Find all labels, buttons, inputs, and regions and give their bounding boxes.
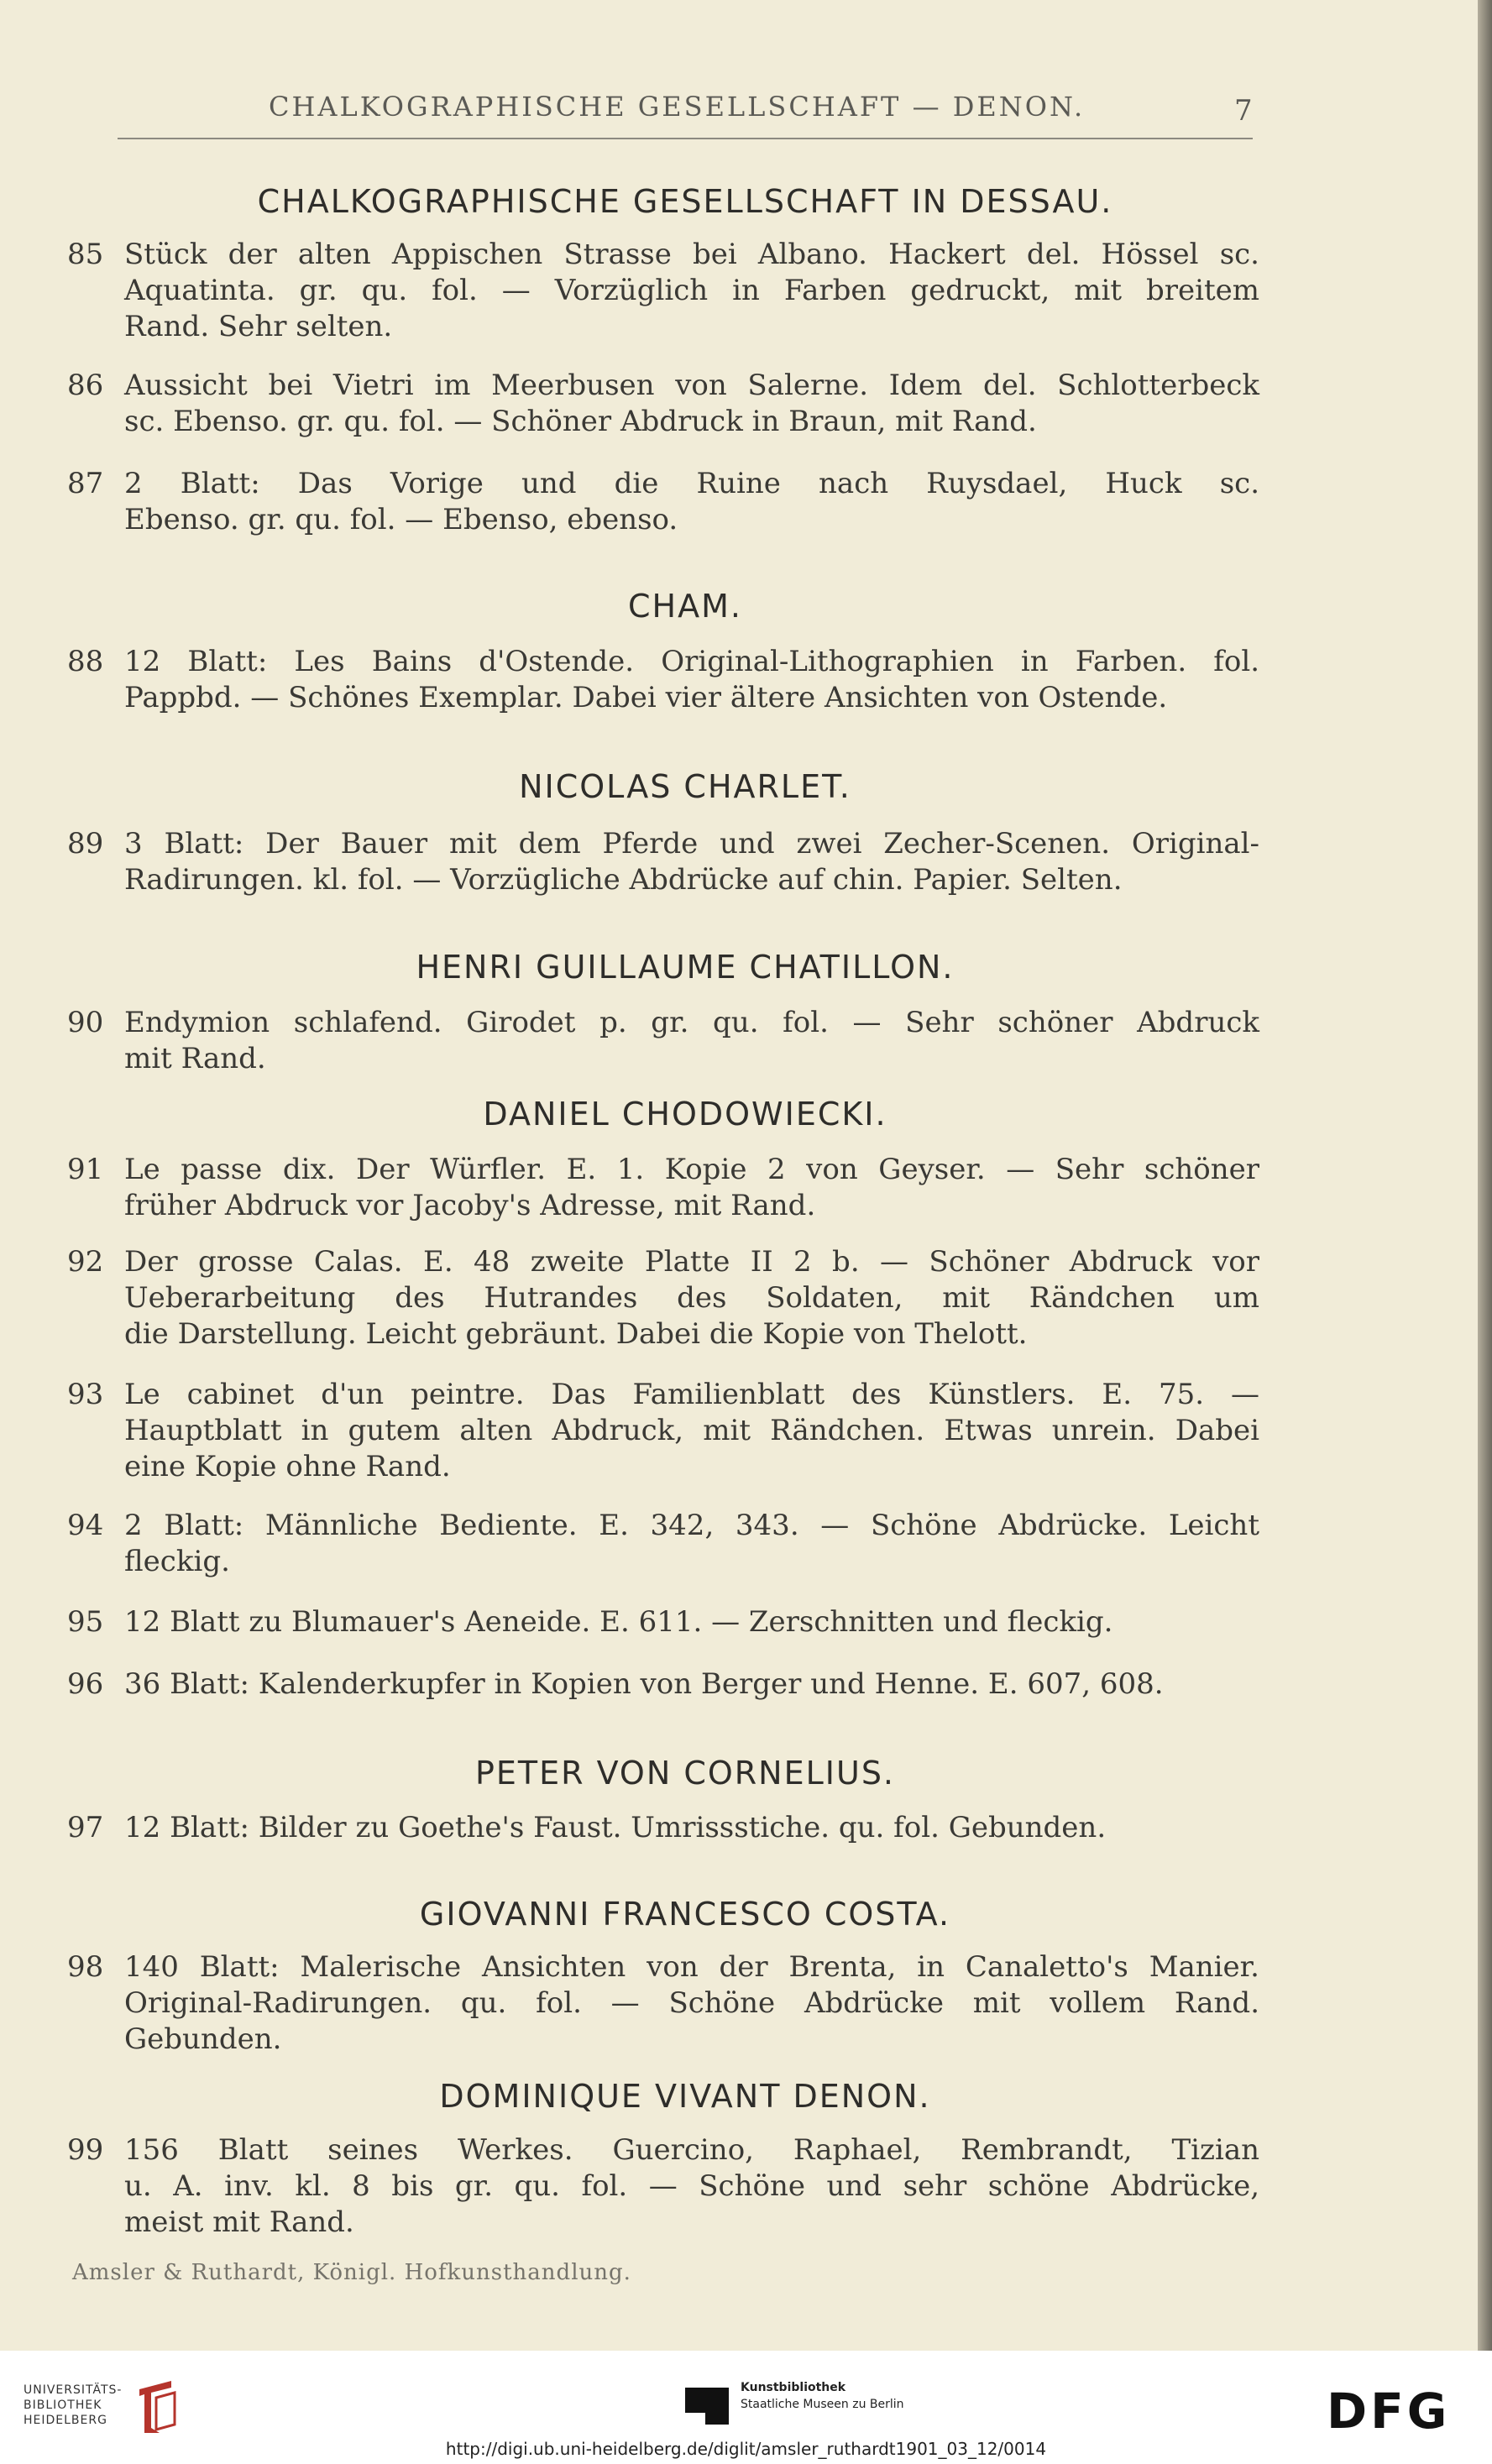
catalog-entry: [67, 1377, 1259, 1485]
museum-title: Kunstbibliothek: [741, 2381, 846, 2394]
entry-number: 92: [67, 1245, 104, 1279]
entry-line: u. A. inv. kl. 8 bis gr. qu. fol. — Schöne und sehr schöne Abdrücke,: [124, 2169, 1259, 2203]
museum-name: [741, 2379, 904, 2413]
entry-line: Aussicht bei Vietri im Meerbusen von Salerne. Idem del. Schlotterbeck: [124, 369, 1259, 402]
entry-line: 12 Blatt: Les Bains d'Ostende. Original-Lithographien in Farben. fol.: [124, 645, 1259, 678]
entry-number: 98: [67, 1950, 104, 1984]
catalog-entry: [67, 1005, 1259, 1077]
running-head: CHALKOGRAPHISCHE GESELLSCHAFT — DENON.: [269, 91, 1086, 123]
entry-number: 91: [67, 1153, 104, 1186]
entry-line: Original-Radirungen. qu. fol. — Schöne Abdrücke mit vollem Rand.: [124, 1986, 1259, 2020]
catalog-entry: [67, 1666, 1259, 1703]
entry-line: 2 Blatt: Das Vorige und die Ruine nach Ruysdael, Huck sc.: [124, 467, 1259, 500]
source-url[interactable]: http://digi.ub.uni-heidelberg.de/diglit/amsler_ruthardt1901_03_12/0014: [445, 2439, 1047, 2459]
entry-number: 90: [67, 1006, 104, 1039]
entry-number: 97: [67, 1811, 104, 1844]
page-number: 7: [1234, 94, 1253, 128]
entry-line: sc. Ebenso. gr. qu. fol. — Schöner Abdruck in Braun, mit Rand.: [124, 405, 1037, 438]
entry-number: 88: [67, 645, 104, 678]
entry-number: 89: [67, 827, 104, 861]
entry-number: 95: [67, 1605, 104, 1639]
university-line: UNIVERSITÄTS-: [24, 2383, 123, 2397]
catalog-entry: [67, 1949, 1259, 2058]
entry-number: 85: [67, 238, 104, 271]
catalog-entry: [67, 237, 1259, 345]
catalog-entry: [67, 2132, 1259, 2241]
publisher-footer: Amsler & Ruthardt, Königl. Hofkunsthandlung.: [72, 2260, 631, 2285]
entry-line: früher Abdruck vor Jacoby's Adresse, mit Rand.: [124, 1189, 816, 1222]
entry-line: Hauptblatt in gutem alten Abdruck, mit Rändchen. Etwas unrein. Dabei: [124, 1414, 1259, 1447]
entry-line: mit Rand.: [124, 1042, 266, 1075]
catalog-entry: [67, 644, 1259, 716]
entry-number: 86: [67, 369, 104, 402]
university-line: BIBLIOTHEK: [24, 2399, 102, 2412]
entry-line: Endymion schlafend. Girodet p. gr. qu. fol. — Sehr schöner Abdruck: [124, 1006, 1259, 1039]
entry-line: 156 Blatt seines Werkes. Guercino, Raphael, Rembrandt, Tizian: [124, 2133, 1259, 2167]
entry-line: 3 Blatt: Der Bauer mit dem Pferde und zwei Zecher-Scenen. Original-: [124, 827, 1259, 861]
entry-line: 2 Blatt: Männliche Bediente. E. 342, 343. — Schöne Abdrücke. Leicht: [124, 1509, 1259, 1542]
entry-line: Aquatinta. gr. qu. fol. — Vorzüglich in Farben gedruckt, mit breitem: [124, 274, 1259, 307]
catalog-entry: [67, 826, 1259, 898]
entry-line: Gebunden.: [124, 2022, 282, 2056]
museum-subtitle: Staatliche Museen zu Berlin: [741, 2398, 904, 2411]
section-heading: PETER VON CORNELIUS.: [474, 1755, 896, 1792]
entry-line: 12 Blatt: Bilder zu Goethe's Faust. Umrissstiche. qu. fol. Gebunden.: [124, 1811, 1107, 1844]
entry-line: Pappbd. — Schönes Exemplar. Dabei vier ältere Ansichten von Ostende.: [124, 681, 1168, 714]
section-heading: HENRI GUILLAUME CHATILLON.: [416, 949, 955, 986]
entry-line: die Darstellung. Leicht gebräunt. Dabei die Kopie von Thelott.: [124, 1317, 1028, 1351]
entry-line: Radirungen. kl. fol. — Vorzügliche Abdrücke auf chin. Papier. Selten.: [124, 863, 1123, 897]
entry-line: Der grosse Calas. E. 48 zweite Platte II 2 b. — Schöner Abdruck vor: [124, 1245, 1259, 1279]
catalog-entry: [67, 1508, 1259, 1580]
catalog-entry: [67, 1244, 1259, 1352]
entry-line: Le passe dix. Der Würfler. E. 1. Kopie 2 von Geyser. — Sehr schöner: [124, 1153, 1259, 1186]
entry-line: Le cabinet d'un peintre. Das Familienblatt des Künstlers. E. 75. —: [124, 1378, 1259, 1411]
university-library-name: [24, 2383, 122, 2428]
entry-number: 87: [67, 467, 104, 500]
section-heading: NICOLAS CHARLET.: [519, 768, 851, 805]
section-heading: DOMINIQUE VIVANT DENON.: [439, 2078, 931, 2115]
entry-line: 140 Blatt: Malerische Ansichten von der Brenta, in Canaletto's Manier.: [124, 1950, 1259, 1984]
catalog-entry: [67, 466, 1259, 538]
entry-line: Stück der alten Appischen Strasse bei Albano. Hackert del. Hössel sc.: [124, 238, 1259, 271]
university-line: HEIDELBERG: [24, 2414, 107, 2427]
catalog-entry: [67, 1152, 1259, 1224]
page-edge: [1478, 0, 1492, 2351]
header-rule: [118, 138, 1253, 139]
section-heading: DANIEL CHODOWIECKI.: [483, 1096, 887, 1133]
entry-line: Ueberarbeitung des Hutrandes des Soldaten, mit Rändchen um: [124, 1281, 1259, 1315]
section-heading: CHAM.: [628, 588, 742, 625]
catalog-entry: [67, 1604, 1259, 1640]
entry-line: Ebenso. gr. qu. fol. — Ebenso, ebenso.: [124, 503, 678, 536]
entry-number: 94: [67, 1509, 104, 1542]
museum-logo-icon: [682, 2378, 732, 2428]
library-logo-icon: [134, 2378, 180, 2436]
entry-line: 36 Blatt: Kalenderkupfer in Kopien von Berger und Henne. E. 607, 608.: [124, 1667, 1164, 1701]
entry-line: Rand. Sehr selten.: [124, 310, 393, 343]
entry-line: fleckig.: [124, 1545, 230, 1578]
section-heading: GIOVANNI FRANCESCO COSTA.: [419, 1896, 951, 1933]
catalog-entry: [67, 1810, 1259, 1846]
entry-line: eine Kopie ohne Rand.: [124, 1450, 451, 1483]
entry-line: 12 Blatt zu Blumauer's Aeneide. E. 611. — Zerschnitten und fleckig.: [124, 1605, 1113, 1639]
catalog-entry: [67, 368, 1259, 440]
entry-number: 93: [67, 1378, 104, 1411]
dfg-logo: DFG: [1327, 2383, 1451, 2440]
entry-number: 99: [67, 2133, 104, 2167]
entry-line: meist mit Rand.: [124, 2205, 354, 2239]
entry-number: 96: [67, 1667, 104, 1701]
section-heading: CHALKOGRAPHISCHE GESELLSCHAFT IN DESSAU.: [257, 183, 1113, 220]
